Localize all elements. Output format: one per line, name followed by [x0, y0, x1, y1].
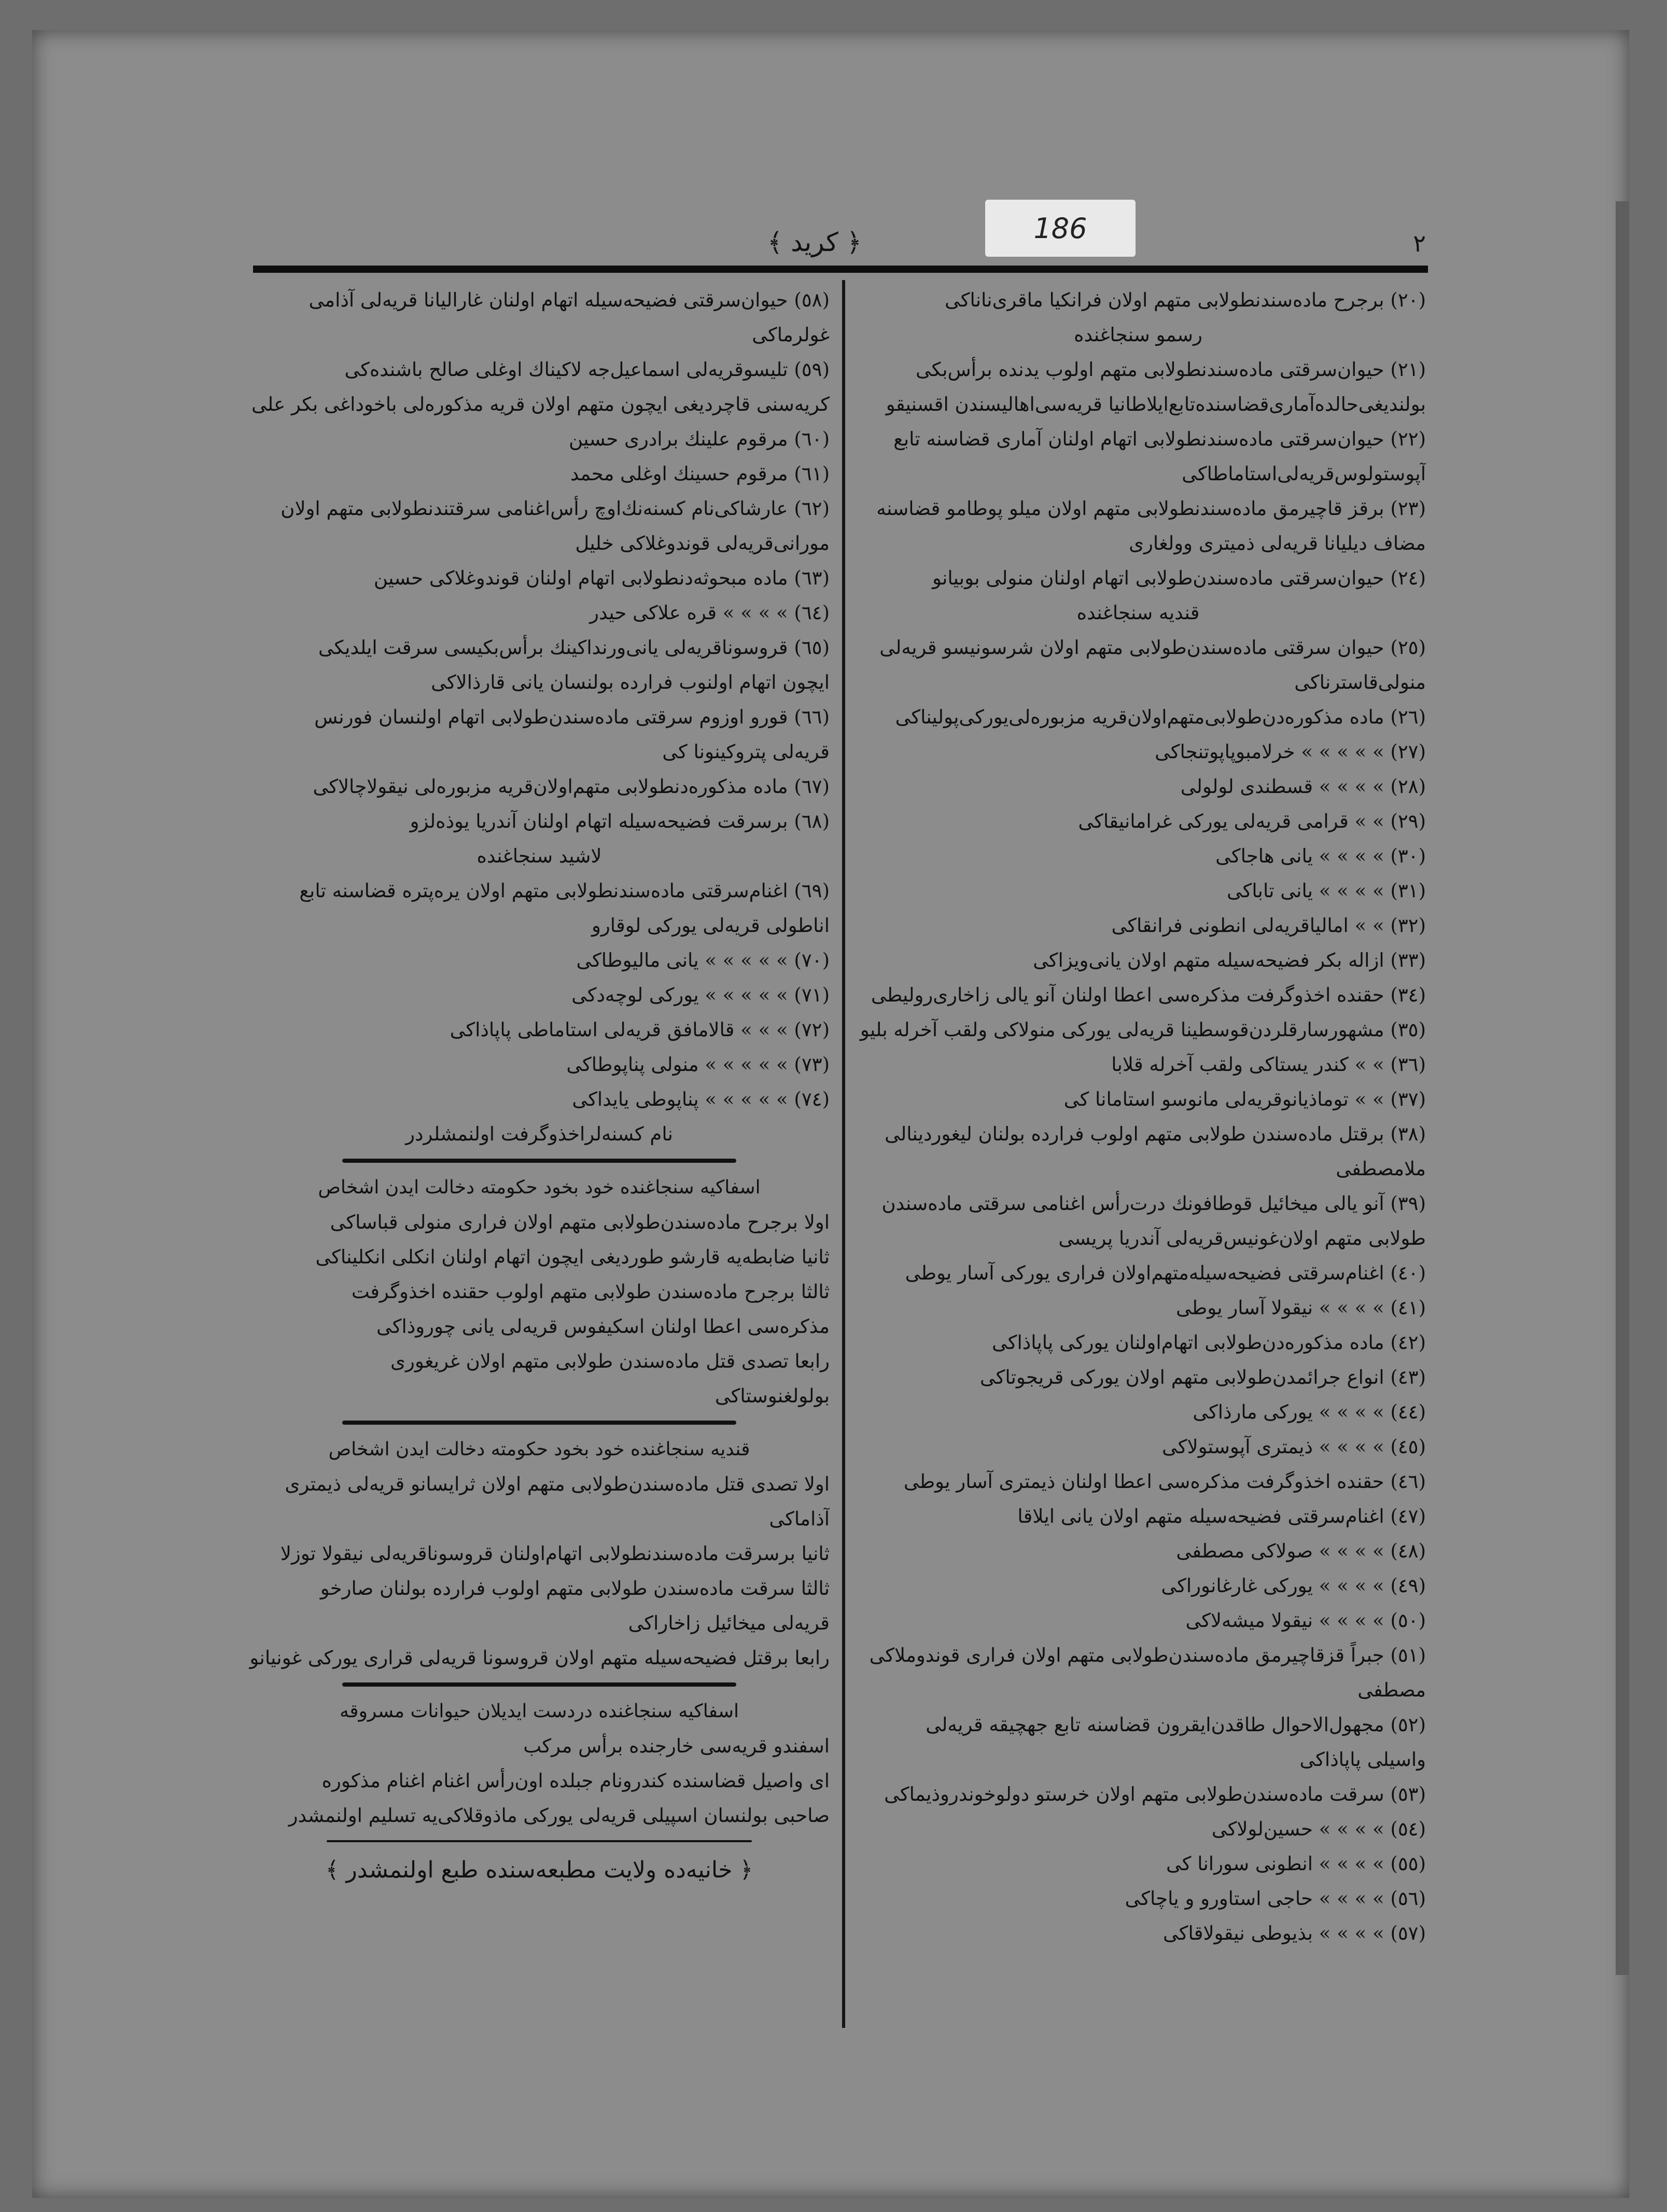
text-line: (٥٤) » » » » حسین‌لولاکی [1211, 1818, 1426, 1840]
text-line: صاحبی بولنسان اسپیلی قریه‌لی یورکی ماذوقلاکی‌یه تسلیم اولنمشدر [288, 1804, 830, 1827]
text-line: (٦٧) ماده مذکوره‌دنطولابی متهم‌اولان‌قریه مزبوره‌لی نیقولاچالاکی [313, 775, 830, 798]
text-line: غولرماکی [752, 324, 830, 346]
text-line: ثالثا برجرح ماده‌سندن طولابی متهم اولوب حقنده اخذوگرفت [351, 1281, 830, 1303]
left-column [249, 283, 830, 1891]
text-line: ثانیا ضابطه‌یه قارشو طوردیغی ایچون اتهام اولنان انکلی انکلیناکی [315, 1246, 830, 1268]
section-isfakiye-list [249, 1205, 830, 1413]
text-line: نام کسنه‌لراخذوگرفت اولنمشلردر [405, 1123, 673, 1145]
footer-separator [327, 1840, 752, 1842]
text-line: (٢٥) حیوان سرقتی ماده‌سندن‌طولابی متهم اولان شرسونیسو قریه‌لی [879, 636, 1426, 659]
text-line: (٧٣) » » » » » منولی پناپوطاکی [566, 1053, 830, 1076]
section-separator [342, 1421, 736, 1425]
text-line: (٣٦) » » کندر یستاکی ولقب آخرله قلابا [1111, 1053, 1426, 1076]
text-line: قریه‌لی پتروکینونا کی [662, 741, 830, 763]
text-line: (٢٠) برجرح ماده‌سندنطولابی متهم اولان فرانکیا ماقری‌ناناکی [944, 289, 1426, 311]
header-rule [253, 266, 1428, 273]
section-kandiye-list [249, 1467, 830, 1675]
text-line: (٤٦) حقنده اخذوگرفت مذکره‌سی اعطا اولنان ذیمتری آسار یوطی [903, 1470, 1426, 1493]
archive-number-label: 186 [985, 200, 1136, 257]
masthead-title: ﴿ کريد ﴾ [767, 227, 862, 257]
text-line: آپوستولوس‌قریه‌لی‌استاماطاکی [1182, 463, 1426, 485]
text-line: بولولغنوستاکی [715, 1385, 830, 1407]
text-line: ای واصیل قضاسنده کندرونام جبلده اون‌رأس اغنام اغنام مذکوره [321, 1770, 830, 1792]
text-line: اولا تصدی قتل ماده‌سندن‌طولابی متهم اولان ثرایسانو قریه‌لی ذیمتری [285, 1473, 830, 1495]
text-line: (٢٧) » » » » » خرلامبو‌پاپوتنجاکی [1155, 741, 1426, 763]
page-header [223, 223, 1426, 265]
text-line: (٦٩) اغنام‌سرقتی ماده‌سندنطولابی متهم اولان یره‌پتره قضاسنه تابع [299, 880, 830, 902]
text-line: (٦٨) برسرقت فضیحه‌سیله اتهام اولنان آندریا یوذه‌لزو [410, 810, 830, 832]
text-line: (٣٢) » » امالیاقریه‌لی انطونی فرانقاکی [1111, 914, 1426, 937]
text-line: (٥٠) » » » » نیقولا میشه‌لاکی [1185, 1609, 1426, 1632]
text-line: (٢٩) » » قرامی قریه‌لی یورکی غرامانیقاکی [1078, 810, 1426, 832]
section-title-isfakiye: اسفاکیه سنجاغنده خود بخود حکومته دخالت ایدن اشخاص [318, 1177, 761, 1198]
text-line: (٢٢) حیوان‌سرقتی ماده‌سندنطولابی اتهام اولنان آماری قضاسنه تابع [893, 428, 1426, 450]
text-line: (٦٠) مرقوم علینك برادری حسین [569, 428, 830, 450]
text-line: (٧١) » » » » » یورکی لوچه‌دکی [571, 984, 830, 1006]
text-line: (٤٠) اغنام‌سرقتی فضیحه‌سیله‌متهم‌اولان فراری یورکی آسار یوطی [905, 1262, 1426, 1284]
text-line: (٣٣) ازاله بکر فضیحه‌سیله متهم اولان یانی‌ویزاکی [1033, 949, 1426, 971]
text-line: (٦١) مرقوم حسینك اوغلی محمد [570, 463, 830, 485]
page-number: ٢ [1413, 229, 1426, 257]
text-line: (٤١) » » » » نیقولا آسار یوطی [1175, 1297, 1426, 1319]
section-animals-list [249, 1729, 830, 1833]
text-line: (٢٨) » » » » قسطندی لولولی [1180, 775, 1426, 798]
text-line: (٢٤) حیوان‌سرقتی ماده‌سندن‌طولابی اتهام اولنان منولی بوبیانو [932, 567, 1426, 589]
text-line: (٢١) حیوان‌سرقتی ماده‌سندنطولابی متهم اولوب یدنده برأس‌بکی [915, 358, 1426, 381]
text-line: بولندیغی‌حالده‌آماری‌قضاسنده‌تابع‌ایلاطانیا قریه‌سی‌اهالیسندن اقسنیقو [886, 393, 1426, 415]
text-line: (٣١) » » » » یانی تاباکی [1226, 880, 1426, 902]
text-line: (٤٧) اغنام‌سرقتی فضیحه‌سیله متهم اولان یانی ایلاقا [1017, 1505, 1426, 1527]
section-title-animals: اسفاکیه سنجاغنده دردست ایدیلان حیوانات مسروقه [339, 1701, 739, 1722]
text-line: (٤٩) » » » » یورکی غارغانوراکی [1161, 1575, 1426, 1597]
section-separator [342, 1682, 736, 1687]
text-line: (٥٨) حیوان‌سرقتی فضیحه‌سیله اتهام اولنان غارالیانا قریه‌لی آذامی [309, 289, 830, 311]
text-line: واسیلی پاپاذاکی [1299, 1748, 1426, 1771]
text-line: منولی‌قاسترناکی [1294, 671, 1426, 693]
text-line: اولا برجرح ماده‌سندن‌طولابی متهم اولان فراری منولی قباساکی [330, 1211, 830, 1233]
text-line: (٥٥) » » » » انطونی سورانا کی [1166, 1853, 1426, 1875]
text-line: (٤٤) » » » » یورکی مارذاکی [1193, 1401, 1426, 1423]
text-line: (٣٤) حقنده اخذوگرفت مذکره‌سی اعطا اولنان آنو یالی زاخاری‌رولیطی [871, 984, 1426, 1006]
text-line: رابعا تصدی قتل ماده‌سندن طولابی متهم اولان غریغوری [390, 1350, 830, 1372]
text-line: (٧٢) » » » قالامافق قریه‌لی استاماطی پاپاذاکی [450, 1019, 830, 1041]
text-line: ایچون اتهام اولنوب فرارده بولنسان یانی قارذالاکی [431, 671, 830, 693]
text-line: (٤٢) ماده مذکوره‌دن‌طولابی اتهام‌اولنان یورکی پاپاذاکی [992, 1331, 1426, 1354]
text-line: مصطفی [1357, 1679, 1426, 1701]
section-separator [342, 1159, 736, 1163]
text-line: مضاف دیلیانا قریه‌لی ذمیتری وولغاری [1129, 532, 1426, 554]
right-column [850, 283, 1426, 1951]
text-line: (٣٩) آنو یالی میخائیل قوطافونك درت‌رأس اغنامی سرقتی ماده‌سندن [881, 1192, 1426, 1215]
text-line: (٧٠) » » » » » یانی مالیوطاکی [576, 949, 830, 971]
text-line: (٦٦) قورو اوزوم سرقتی ماده‌سندن‌طولابی اتهام اولنسان فورنس [314, 706, 830, 728]
text-line: (٥٦) » » » » حاجی استاورو و یاچاکی [1125, 1887, 1426, 1910]
text-line: (٢٣) برقز قاچیرمق ماده‌سندنطولابی متهم اولان میلو پوطامو قضاسنه [876, 497, 1426, 520]
page-spine-shadow [1616, 201, 1629, 1975]
section-title-kandiye: قندیه سنجاغنده خود بخود حکومته دخالت ایدن اشخاص [328, 1439, 750, 1460]
text-line: (٥٣) سرقت ماده‌سندن‌طولابی متهم اولان خرستو دولوخوندروذیماکی [884, 1783, 1426, 1805]
text-line: (٣٥) مشهورسارقلردن‌قوسطینا قریه‌لی یورکی منولاکی ولقب آخرله بلیو [860, 1019, 1426, 1041]
text-line: (٦٥) قروسوناقریه‌لی یانی‌ورنداکینك برأس‌بکیسی سرقت ایلدیکی [318, 636, 830, 659]
text-line: رابعا برقتل فضیحه‌سیله متهم اولان قروسونا قریه‌لی قراری یورکی غونیانو [249, 1647, 830, 1669]
text-line: رسمو سنجاغنده [1074, 324, 1202, 346]
text-line: (٥٧) » » » » بذیوطی نیقولاقاکی [1163, 1922, 1426, 1944]
text-line: (٤٥) » » » » ذیمتری آپوستولاکی [1162, 1436, 1426, 1458]
text-line: (٢٦) ماده مذکوره‌دن‌طولابی‌متهم‌اولان‌قریه مزبوره‌لی‌یورکی‌پولیناکی [895, 706, 1426, 728]
text-line: (٦٢) عارشاکی‌نام کسنه‌نك‌اوچ رأس‌اغنامی سرقتندنطولابی متهم اولان [281, 497, 830, 520]
printer-footer: ﴿ خانیه‌ده ولایت مطبعه‌سنده طبع اولنمشدر ﴾ [325, 1857, 753, 1883]
text-line: ثالثا سرقت ماده‌سندن طولابی متهم اولوب فرارده بولنان صارخو [320, 1577, 830, 1599]
text-line: (٥١) جبراً قزقاچیرمق ماده‌سندن‌طولابی متهم اولان فراری قوندوملاکی [869, 1644, 1426, 1666]
text-line: آذاماکی [769, 1508, 830, 1530]
text-line: (٦٤) » » » » قره علاکی حیدر [590, 602, 830, 624]
text-line: (٤٨) » » » » صولاکی مصطفی [1176, 1540, 1426, 1562]
text-line: (٥٢) مجهول‌الاحوال طاقدن‌ایقرون قضاسنه تابع جهچیقه قریه‌لی [926, 1714, 1426, 1736]
text-line: (٧٤) » » » » » پناپوطی یایداکی [572, 1088, 830, 1110]
column-divider [842, 280, 845, 2028]
text-line: اناطولی قریه‌لی یورکی لوقارو [592, 914, 830, 937]
text-line: مورانی‌قریه‌لی قوندوغلاکی خلیل [575, 532, 830, 554]
text-line: لاشید سنجاغنده [477, 845, 602, 867]
text-line: (٤٣) انواع جرائمدن‌طولابی متهم اولان یورکی قریجوتاکی [979, 1366, 1426, 1388]
text-line: (٣٨) برقتل ماده‌سندن طولابی متهم اولوب فرارده بولنان لیغوردینالی [885, 1123, 1426, 1145]
text-line: اسفندو قریه‌سی خارجنده برأس مرکب [523, 1735, 830, 1757]
text-line: (٦٣) ماده مبحوثه‌دنطولابی اتهام اولنان قوندوغلاکی حسین [373, 567, 830, 589]
text-line: طولابی متهم اولان‌غونیس‌قریه‌لی آندریا پریسی [1058, 1227, 1426, 1249]
text-line: (٥٩) تلیسوقریه‌لی اسماعیل‌جه لاکیناك اوغلی صالح باشنده‌کی [344, 358, 830, 381]
left-column-list [249, 283, 830, 1151]
text-line: مذکره‌سی اعطا اولنان اسکیفوس قریه‌لی یانی چوروذاکی [376, 1315, 830, 1338]
text-line: (٣٧) » » توماذیانوقریه‌لی مانوسو استامانا کی [1063, 1088, 1426, 1110]
text-line: قندیه سنجاغنده [1076, 602, 1200, 624]
text-line: ملامصطفی [1336, 1158, 1426, 1180]
text-line: قریه‌لی میخائیل زاخاراکی [628, 1612, 830, 1634]
text-line: (٣٠) » » » » یانی هاجاکی [1215, 845, 1426, 867]
text-line: کریه‌سنی قاچردیغی ایچون متهم اولان قریه مذکوره‌لی باخوداغی بکر علی [251, 393, 830, 415]
text-line: ثانیا برسرقت ماده‌سندنطولابی اتهام‌اولنان قروسوناقریه‌لی نیقولا توزلا [280, 1542, 830, 1565]
